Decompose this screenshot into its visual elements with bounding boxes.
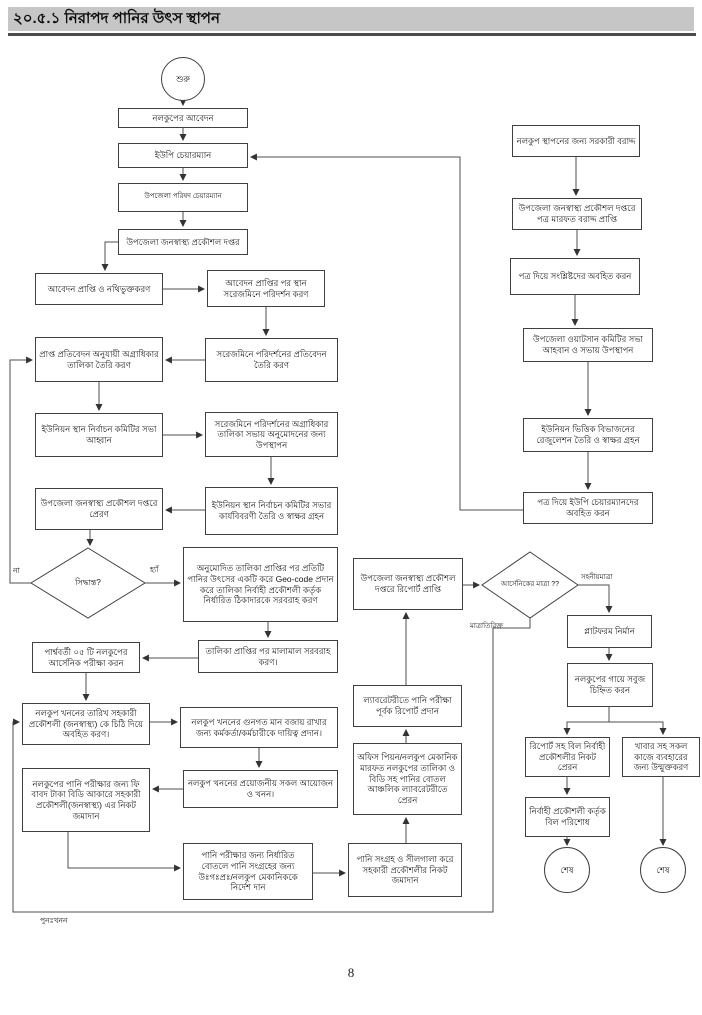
node-arsenic-test-5: পার্শ্ববর্তী ০৫ টি নলকুপের আর্সেনিক পরীক্ষা করন [32, 642, 140, 673]
node-inform-up-chairmen: পত্র দিয়ে ইউপি চেয়ারম্যানদের অবহিত করন [523, 492, 653, 524]
page-number: 8 [347, 965, 355, 980]
end-node-left: শেষ [544, 847, 590, 893]
node-receive-record: আবেদন প্রাপ্তি ও নথিভুক্তকরণ [35, 273, 163, 305]
node-lab-report: ল্যাবরেটরীতে পানি পরীক্ষা পূর্বক রিপোর্ট প্রদান [353, 685, 462, 727]
edge-label-yes: হ্যাঁ [150, 565, 159, 574]
node-up-chairman: ইউপি চেয়ারম্যান [118, 143, 248, 168]
node-dphe-office: উপজেলা জনস্বাস্থ্য প্রকৌশল দপ্তর [118, 229, 248, 255]
node-send-lab: অফিস পিয়ন/নলকুপ মেকানিক মারফত নলকুপের তালিকা ও বিডি সহ পানির বোতল আঞ্চলিক ল্যাবরেটরীতে প্রেরন [353, 743, 462, 815]
node-bottle-instruction: পানি পরীক্ষার জন্য নির্ধারিত বোতলে পানি সংগ্রহের জন্য উঃগঃপ্রঃ/নলকুপ মেকানিককে নির্দেশ দান [183, 843, 313, 900]
edge-label-tolerable: সহনীয়মাত্রা [581, 574, 613, 581]
node-quality-duty: নলকুপ খননের গুনগত মান বজায় রাখার জন্য কর্মকর্তা/কর্মচারীকে দায়িত্ব প্রদান। [180, 707, 338, 748]
node-application: নলকুপের আবেদন [118, 108, 248, 128]
edge-label-redrill: পুনঃখনন [40, 916, 68, 925]
page-title: ২০.৫.১ নিরাপদ পানির উৎস স্থাপন [8, 7, 694, 31]
node-send-dphe: উপজেলা জনস্বাস্থ্য প্রকৌশল দপ্তরে প্রেরণ [35, 488, 163, 530]
node-upazila-parishad-chairman: উপজেলা পরিষদ চেয়ারম্যান [118, 183, 248, 212]
start-node: শুরু [161, 57, 205, 101]
node-open-use: খাবার সহ সকল কাজে ব্যবহারের জন্য উন্মুক্তকরণ [622, 737, 700, 777]
edge-label-no: না [13, 566, 20, 575]
node-watsan-meeting: উপজেলা ওয়াটসান কমিটির সভা আহবান ও সভায় উপস্থাপন [523, 328, 653, 362]
node-geocode: অনুমোদিত তালিকা প্রাপ্তির পর প্রতিটি পানির উৎসের একটি করে Geo-code প্রদান করে তালিকা নির্বাহী প্রকৌশলী কর্তৃক নির্ধারিত ঠিকাদারকে সরবরাহ করণ [183, 547, 338, 622]
node-inform-concerned: পত্র দিয়ে সংশ্লিষ্টদের অবহিত করন [510, 258, 640, 295]
node-resolution: ইউনিয়ন ভিত্তিক বিভাজনের রেজুলেশন তৈরি ও স্বাক্ষর গ্রহন [523, 418, 653, 452]
node-site-visit: আবেদন প্রাপ্তির পর স্থান সরেজমিনে পরিদর্শন করণ [207, 270, 325, 307]
node-inform-date: নলকুপ খননের তারিখ সহকারী প্রকৌশলী (জনস্বাস্থ্য) কে চিঠি দিয়ে অবহিত করণ। [22, 703, 150, 745]
node-drilling: নলকুপ খননের প্রয়োজনীয় সকল আয়োজন ও খনন। [183, 770, 338, 808]
node-platform: প্লাটফরম নির্মান [567, 615, 652, 648]
node-bill-pay: নির্বাহী প্রকৌশলী কর্তৃক বিল পরিশোধ [525, 797, 610, 837]
node-green-mark: নলকুপের গায়ে সবুজ চিহ্নিত করন [567, 663, 653, 707]
decision-approval-label: সিদ্ধান্ত? [75, 578, 101, 588]
node-bill-send: রিপোর্ট সহ বিল নির্বাহী প্রকৌশলীর নিকট প্রেরন [525, 737, 610, 777]
end-node-right: শেষ [640, 847, 686, 893]
node-minutes-sign: ইউনিয়ন স্থান নির্বাচন কমিটির সভার কার্যবিবরণী তৈরি ও স্বাক্ষর গ্রহন [205, 487, 338, 535]
node-seal-deposit: পানি সংগ্রহ ও সীলগালা করে সহকারী প্রকৌশলীর নিকট জমাদান [348, 843, 462, 897]
node-govt-allocation: নলকুপ স্থাপনের জন্য সরকারী বরাদ্দ [512, 125, 640, 157]
node-allocation-receipt: উপজেলা জনস্বাস্থ্য প্রকৌশল দপ্তরে পত্র মারফত বরাদ্দ প্রাপ্তি [512, 198, 642, 230]
node-present-list: সরেজমিনে পরিদর্শনের অগ্রাধিকার তালিকা সভায় অনুমোদনের জন্য উপস্থাপন [205, 412, 338, 457]
node-visit-report: সরেজমিনে পরিদর্শনের প্রতিবেদন তৈরি করণ [205, 338, 338, 382]
edge-label-excessive: মাত্রাতিরিক্ত [470, 623, 503, 630]
decision-arsenic-label: আর্সেনিকের মাত্রা ?? [500, 580, 560, 588]
node-committee-meeting: ইউনিয়ন স্থান নির্বাচন কমিটির সভা আহ্বান [35, 413, 163, 457]
node-priority-list: প্রাপ্ত প্রতিবেদন অনুযায়ী অগ্রাধিকার তালিকা তৈরি করণ [35, 337, 163, 382]
node-materials: তালিকা প্রাপ্তির পর মালামাল সরবরাহ করণ। [198, 640, 338, 673]
node-report-receipt: উপজেলা জনস্বাস্থ্য প্রকৌশল দপ্তরে রিপোর্ট প্রাপ্তি [353, 558, 463, 610]
node-fee-deposit: নলকুপের পানি পরীক্ষার জন্য ফি বাবদ টাকা বিডি আকারে সহকারী প্রকৌশলী(জনস্বাস্থ্য) এর নিকট জমাদান [22, 768, 150, 832]
